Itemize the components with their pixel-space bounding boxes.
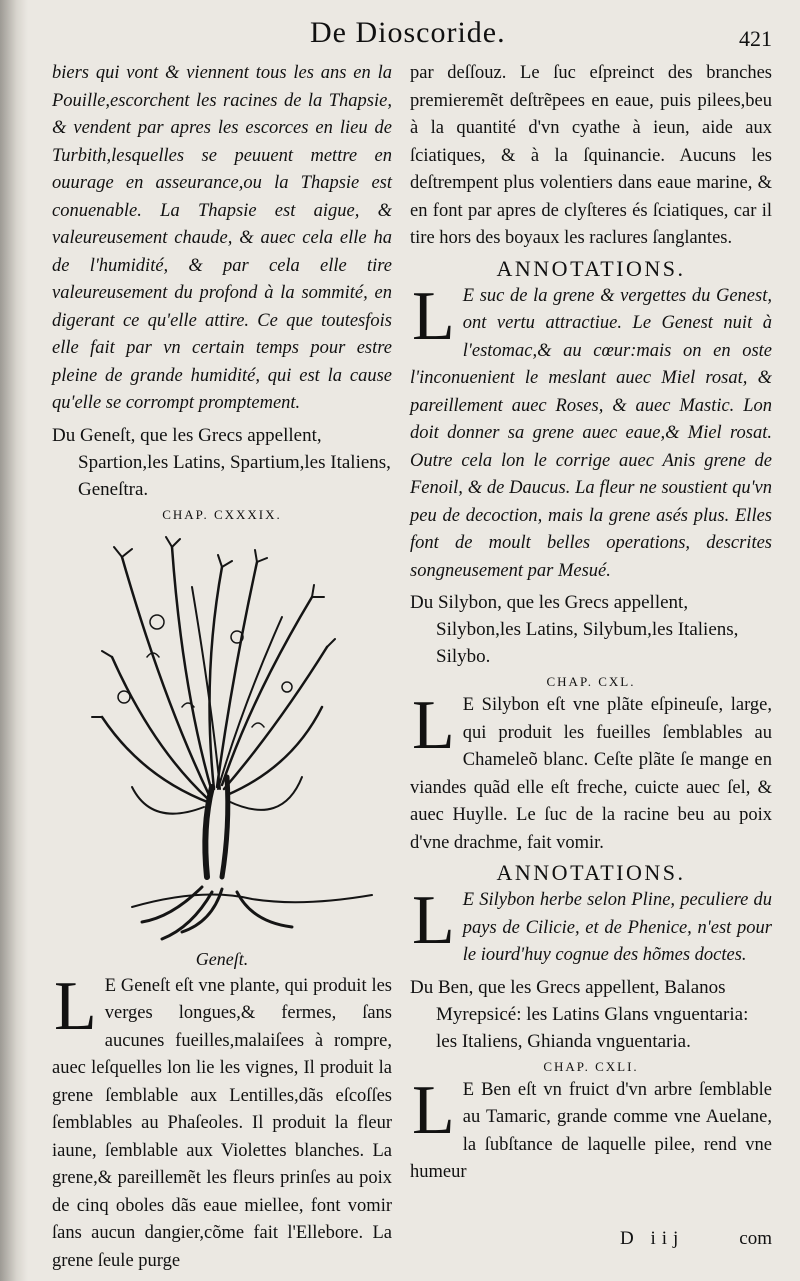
chapter-body-silybon xyxy=(410,687,772,857)
chapter-heading-genest: Du Geneſt, que les Grecs appellent, Spartion,les Latins, Spartium,les Italiens, Geneſtra. xyxy=(52,424,391,500)
drop-cap-initial: L xyxy=(54,967,97,1045)
left-continuation-text: biers qui vont & viennent tous les ans en la Pouille,escorchent les racines de la Thapsie, & vendent par apres les escorces en lieu de Turbith,lesquelles se peuuent mettre en ouurage en asseurance,ou la Thapsie est conuenable. La Thapsie est aigue, & valeureusement chaude, & auec cela elle ha de l'humidité, & par cela elle tire valeureusement du profond à la sommité, en digerant ce qu'elle attire. Ce que toutesfois elle fait par vn certain temps pour estre pleine de grande humidité, qui est la cause qu'elle se corrompt promptement. xyxy=(52,63,392,413)
annotations-text: E suc de la grene & vergettes du Genest, ont vertu attractiue. Le Genest nuit à l'estomac,& au cœur:mais on en oste l'inconuenient le meslant auec Miel rosat, & pareillement auec Roses, & auec Mastic. Lon doit donner sa grene auec eaue,& Miel rosat. Outre cela lon le corrige auec Anis grene de Fenoil, & de Daucus. La fleur ne soustient qu'vn peu de decoction, mais la grene asés plus. Elles font de moult belles operations, descrites songneusement par Mesué. xyxy=(410,285,772,581)
drop-cap-initial: L xyxy=(412,1071,455,1149)
broom-plant-icon xyxy=(52,527,392,947)
catchword: com xyxy=(739,1228,772,1249)
woodcut-genest-illustration xyxy=(52,527,392,947)
annotations-block-genest xyxy=(410,277,772,586)
page-footer xyxy=(410,1228,772,1258)
page-gutter-shadow xyxy=(0,0,28,1281)
chapter-body-text: E Ben eſt vn fruict d'vn arbre ſemblable au Tamaric, grande comme vne Auelane, la ſubſtance de laquelle pilee, rend vne humeur xyxy=(410,1079,772,1182)
page-header xyxy=(0,16,800,56)
running-title: De Dioscoride. xyxy=(310,16,506,49)
page-number: 421 xyxy=(739,26,772,51)
annotations-block-silybon xyxy=(410,882,772,970)
annotations-heading: ANNOTATIONS. xyxy=(496,255,686,281)
figure-caption: Geneſt. xyxy=(195,948,249,969)
chapter-body-ben xyxy=(410,1071,772,1187)
chapter-number-cxl: CHAP. CXL. xyxy=(546,674,636,689)
annotations-heading: ANNOTATIONS. xyxy=(496,860,686,885)
left-column xyxy=(52,60,392,1275)
drop-cap-initial: L xyxy=(412,687,455,764)
drop-cap-initial: L xyxy=(412,882,455,959)
chapter-body-text: E Silybon eſt vne plãte eſpineuſe, large, qui produit les fueilles ſemblables au Chameleõ blanc. Ceſte plãte ſe mange en viandes quãd elle eſt freche, cuicte auec ſel, & auec Huylle. Le ſuc de la racine beu au poix d'vne drachme, fait vomir. xyxy=(410,695,772,853)
chapter-body-text: E Geneſt eſt vne plante, qui produit les verges longues,& fermes, ſans aucunes fueilles,malaiſees à rompre, auec leſquelles lon lie les vignes, Il produit la grene ſemblable aux Lentilles,dãs eſcoſſes ſemblables au Phaſeoles. Il produit la fleur iaune, ſemblable aux Violettes blanches. La grene,& pareillemẽt les fleurs prinſes au poix de cinq oboles dãs eaue miellee, font vomir ſans aucun dangier,cõme fait l'Ellebore. La grene ſeule purge xyxy=(52,975,392,1271)
chapter-body-genest xyxy=(52,967,392,1276)
chapter-heading-silybon: Du Silybon, que les Grecs appellent, Silybon,les Latins, Silybum,les Italiens, Silybo. xyxy=(410,592,739,667)
chapter-number-cxxxix: CHAP. CXXXIX. xyxy=(162,506,282,522)
signature-mark: D iij xyxy=(620,1228,685,1249)
chapter-heading-ben: Du Ben, que les Grecs appellent, Balanos Myrepsicé: les Latins Glans vnguentaria: les Italiens, Ghianda vnguentaria. xyxy=(410,976,749,1052)
right-continuation-text: par deſſouz. Le ſuc eſpreinct des branches premieremẽt deſtrẽpees en eaue, puis pilees,beu à la quantité d'vn cyathe à ieun, aide aux ſciatiques, & à la ſquinancie. Aucuns les deſtrempent plus volentiers dans eaue marine, & en font par apres de clyſteres és ſciatiques, car il tire hors des boyaux les raclures ſanglantes. xyxy=(410,63,772,248)
chapter-number-cxli: CHAP. CXLI. xyxy=(543,1058,639,1074)
right-column xyxy=(410,60,772,1187)
drop-cap-initial: L xyxy=(412,277,455,355)
annotations-text: E Silybon herbe selon Pline, peculiere du pays de Cilicie, et de Phenice, n'est pour le iourd'huy cognue des hõmes doctes. xyxy=(462,890,772,965)
